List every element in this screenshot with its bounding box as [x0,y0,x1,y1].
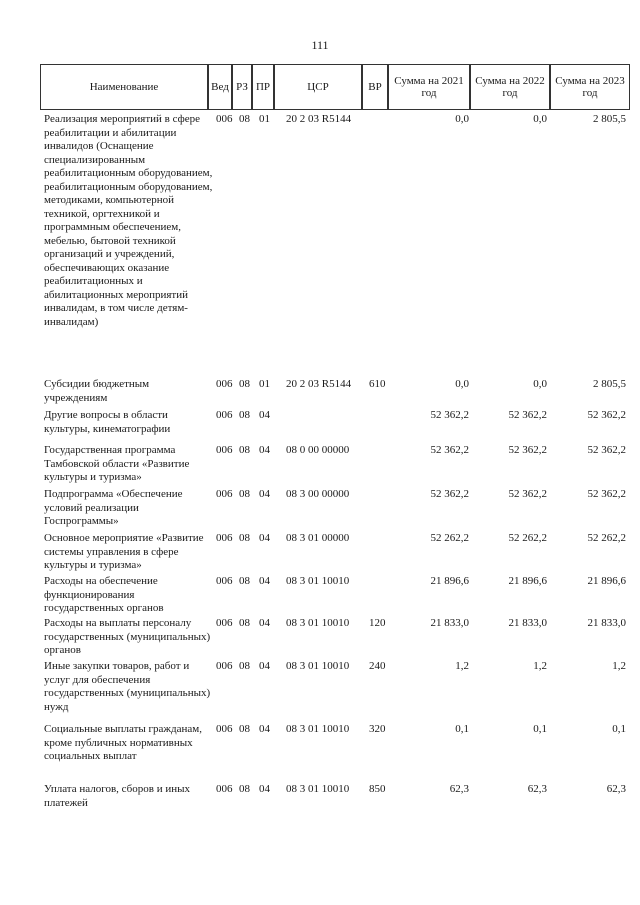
row-pr: 04 [259,575,270,587]
row-pr: 04 [259,783,270,795]
row-rz: 08 [239,617,250,629]
row-sum-2022: 52 262,2 [508,532,547,544]
row-sum-2023: 0,1 [612,723,626,735]
row-csr: 20 2 03 R5144 [286,113,352,125]
header-pr: ПР [252,64,274,110]
header-sum-2021: Сумма на 2021 год [388,64,470,110]
row-ved: 006 [216,378,233,390]
row-ved: 006 [216,409,233,421]
header-rz: РЗ [232,64,252,110]
row-pr: 04 [259,444,270,456]
row-sum-2022: 52 362,2 [508,444,547,456]
row-ved: 006 [216,532,233,544]
row-csr: 08 3 01 10010 [286,783,350,795]
row-vr: 850 [369,783,386,795]
row-rz: 08 [239,532,250,544]
row-sum-2021: 52 362,2 [430,409,469,421]
row-sum-2023: 52 362,2 [587,444,626,456]
row-vr: 120 [369,617,386,629]
row-sum-2023: 52 362,2 [587,409,626,421]
row-sum-2021: 0,0 [455,378,469,390]
row-sum-2022: 0,1 [533,723,547,735]
row-rz: 08 [239,378,250,390]
row-sum-2023: 2 805,5 [593,113,626,125]
row-name: Уплата налогов, сборов и иных платежей [44,783,191,809]
row-sum-2021: 52 362,2 [430,488,469,500]
row-sum-2023: 52 362,2 [587,488,626,500]
row-pr: 04 [259,723,270,735]
row-sum-2022: 0,0 [533,378,547,390]
row-name: Социальные выплаты гражданам, кроме публичных нормативных социальных выплат [44,723,202,762]
row-sum-2022: 52 362,2 [508,409,547,421]
row-pr: 01 [259,378,270,390]
row-pr: 04 [259,409,270,421]
row-rz: 08 [239,488,250,500]
row-name: Подпрограмма «Обеспечение условий реализации Госпрограммы» [44,488,183,527]
row-ved: 006 [216,783,233,795]
row-sum-2021: 0,1 [455,723,469,735]
row-vr: 240 [369,660,386,672]
row-rz: 08 [239,444,250,456]
row-ved: 006 [216,444,233,456]
row-rz: 08 [239,660,250,672]
page-number: 111 [311,38,329,52]
row-ved: 006 [216,660,233,672]
row-sum-2023: 62,3 [606,783,626,795]
row-name: Основное мероприятие «Развитие системы управления в сфере культуры и туризма» [44,532,204,571]
row-sum-2023: 21 833,0 [587,617,626,629]
header-ved: Вед [208,64,232,110]
row-csr: 08 3 01 10010 [286,575,350,587]
row-csr: 08 3 01 10010 [286,660,350,672]
row-name: Другие вопросы в области культуры, кинематографии [44,409,171,435]
row-pr: 04 [259,488,270,500]
row-sum-2022: 21 896,6 [508,575,547,587]
header-csr: ЦСР [274,64,362,110]
row-sum-2022: 62,3 [527,783,547,795]
row-sum-2023: 21 896,6 [587,575,626,587]
row-csr: 08 3 01 10010 [286,617,350,629]
header-sum-2023: Сумма на 2023 год [550,64,630,110]
row-pr: 04 [259,532,270,544]
row-csr: 08 3 01 00000 [286,532,350,544]
row-rz: 08 [239,575,250,587]
row-vr: 320 [369,723,386,735]
row-sum-2023: 52 262,2 [587,532,626,544]
row-ved: 006 [216,723,233,735]
row-sum-2023: 2 805,5 [593,378,626,390]
row-pr: 04 [259,660,270,672]
header-name: Наименование [40,64,208,110]
row-sum-2023: 1,2 [612,660,626,672]
row-ved: 006 [216,575,233,587]
row-name: Расходы на обеспечение функционирования государственных органов [44,575,164,614]
row-name: Государственная программа Тамбовской области «Развитие культуры и туризма» [44,444,190,483]
row-sum-2021: 1,2 [455,660,469,672]
row-pr: 01 [259,113,270,125]
row-sum-2021: 52 362,2 [430,444,469,456]
row-name: Иные закупки товаров, работ и услуг для обеспечения государственных (муниципальных) нужд [44,660,211,713]
header-vr: ВР [362,64,388,110]
row-rz: 08 [239,113,250,125]
row-ved: 006 [216,113,233,125]
row-sum-2022: 52 362,2 [508,488,547,500]
row-name: Расходы на выплаты персоналу государственных (муниципальных) органов [44,617,211,656]
row-pr: 04 [259,617,270,629]
row-csr: 08 3 00 00000 [286,488,350,500]
row-rz: 08 [239,783,250,795]
row-sum-2022: 0,0 [533,113,547,125]
table-header [40,64,630,110]
row-csr: 08 0 00 00000 [286,444,350,456]
row-sum-2021: 0,0 [455,113,469,125]
row-vr: 610 [369,378,386,390]
row-name: Реализация мероприятий в сфере реабилитации и абилитации инвалидов (Оснащение специализированным реабилитационным оборудованием, реабилитационным оборудованием, методиками, компьютерной техникой, оргтехникой и программным обеспечением, мебелью, бытовой техникой организаций и учреждений, обеспечивающих оказание реабилитационных и абилитационных мероприятий инвалидам, в том числе детям-инвалидам) [44,113,213,328]
row-sum-2022: 21 833,0 [508,617,547,629]
row-ved: 006 [216,488,233,500]
row-sum-2022: 1,2 [533,660,547,672]
row-csr: 08 3 01 10010 [286,723,350,735]
row-rz: 08 [239,723,250,735]
row-csr: 20 2 03 R5144 [286,378,352,390]
row-sum-2021: 21 833,0 [430,617,469,629]
row-sum-2021: 21 896,6 [430,575,469,587]
row-sum-2021: 62,3 [449,783,469,795]
row-rz: 08 [239,409,250,421]
header-sum-2022: Сумма на 2022 год [470,64,550,110]
row-ved: 006 [216,617,233,629]
row-name: Субсидии бюджетным учреждениям [44,378,150,404]
row-sum-2021: 52 262,2 [430,532,469,544]
